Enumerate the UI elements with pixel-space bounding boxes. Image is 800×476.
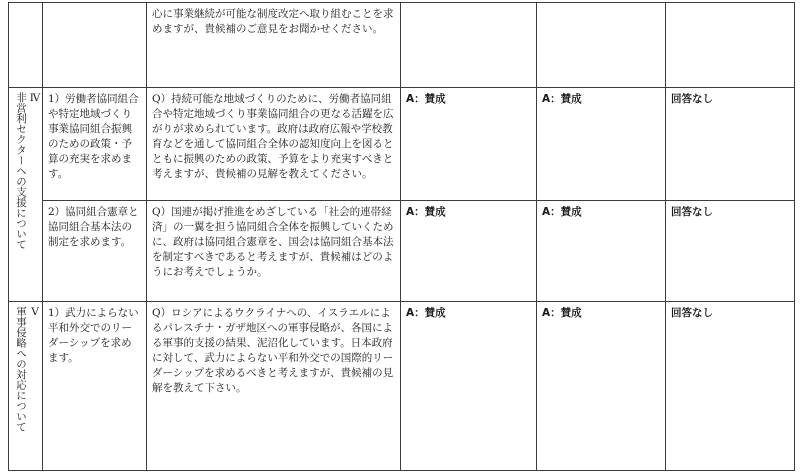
detail-cell: 心に事業継続が可能な制度改定へ取り組むことを求めますが、貴候補のご意見をお聞かせください。 <box>147 3 401 88</box>
section-label-nonprofit <box>9 88 43 302</box>
answer-cell <box>401 3 537 88</box>
section-cell <box>9 3 43 88</box>
question-cell: 2）協同組合憲章と協同組合基本法の制定を求めます。 <box>43 201 147 302</box>
answer-cell: A：賛成 <box>401 302 537 471</box>
table-row <box>9 201 795 302</box>
answer-cell: A：賛成 <box>537 201 666 302</box>
table-row <box>9 302 795 471</box>
answer-cell <box>537 3 666 88</box>
answer-cell: A：賛成 <box>537 88 666 201</box>
section-label-text: Ⅴ 軍事侵略への対応について <box>15 306 41 432</box>
answer-cell <box>666 3 795 88</box>
answer-cell: A：賛成 <box>401 201 537 302</box>
question-cell: 1）武力によらない平和外交でのリーダーシップを求めます。 <box>43 302 147 471</box>
detail-cell: Q）国連が掲げ推進をめざしている「社会的連帯経済」の一翼を担う協同組合全体を振興していくために、政府は協同組合憲章を、国会は協同組合基本法を制定すべきであると考えますが、貴候補はどのようにお考えでしょうか。 <box>147 201 401 302</box>
answer-cell: A：賛成 <box>401 88 537 201</box>
answer-cell: 回答なし <box>666 88 795 201</box>
detail-cell: Q）持続可能な地域づくりのために、労働者協同組合や特定地域づくり事業協同組合の更なる活躍を広がりが求められています。政府は政府広報や学校教育などを通して協同組合全体の認知度向上を図るとともに振興のための政策、予算をより充実すべきと考えますが、貴候補の見解を教えてください。 <box>147 88 401 201</box>
answer-cell: 回答なし <box>666 201 795 302</box>
section-label-text: Ⅳ 非営利セクターへの支援について <box>15 92 41 250</box>
question-cell <box>43 3 147 88</box>
table-row <box>9 3 795 88</box>
section-label-military <box>9 302 43 471</box>
policy-survey-table <box>8 2 795 471</box>
detail-cell: Q）ロシアによるウクライナへの、イスラエルによるパレスチナ・ガザ地区への軍事侵略が、各国による軍事的支援の結果、泥沼化しています。日本政府に対して、武力によらない平和外交での国際的リーダーシップを求めるべきと考えますが、貴候補の見解を教えて下さい。 <box>147 302 401 471</box>
answer-cell: A：賛成 <box>537 302 666 471</box>
question-cell: 1）労働者協同組合や特定地域づくり事業協同組合振興のための政策・予算の充実を求めます。 <box>43 88 147 201</box>
answer-cell: 回答なし <box>666 302 795 471</box>
table-row <box>9 88 795 201</box>
